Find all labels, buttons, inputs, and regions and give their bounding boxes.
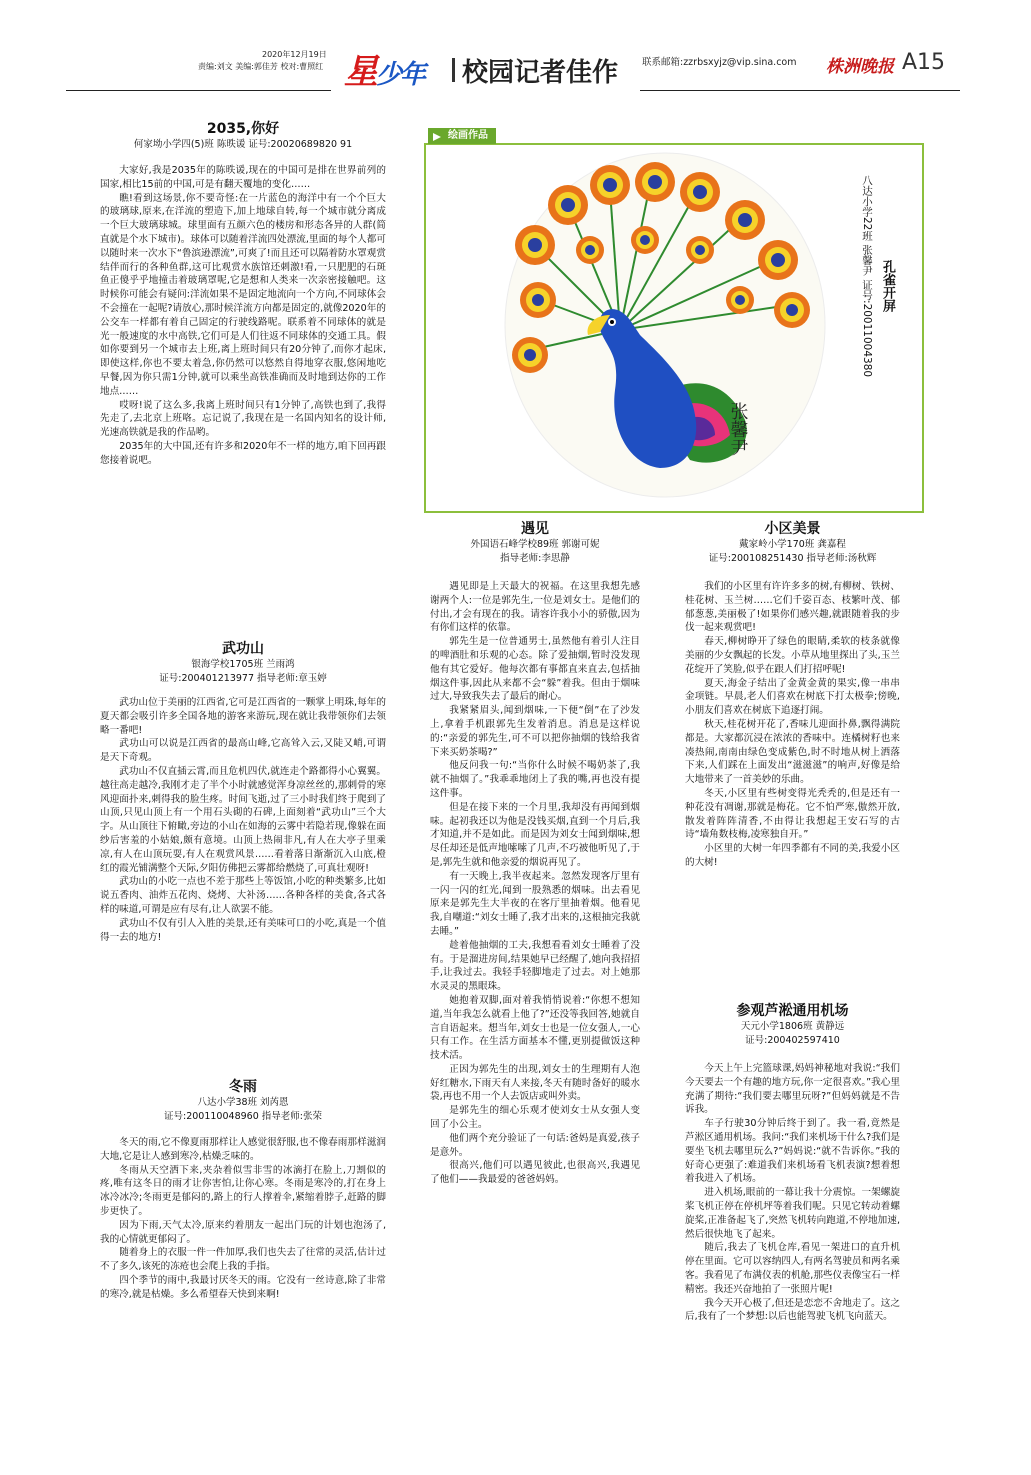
page-code: A15 (902, 50, 946, 75)
paragraph: 很高兴,他们可以遇见彼此,也很高兴,我遇见了他们——我最爱的爸爸妈妈。 (430, 1160, 640, 1186)
paragraph: 大家好,我是2035年的陈昳谖,现在的中国可是排在世界前列的国家,相比15前的中国,可是有翻天覆地的变化…… (100, 165, 386, 190)
article-byline: 何家坳小学四(5)班 陈昳谖 证号:20020689820 91 (133, 139, 353, 150)
brand-logo (344, 44, 424, 93)
newspaper-name: 株洲晚报 (826, 57, 894, 77)
paragraph: 但是在接下来的一个月里,我却没有再闻到烟味。起初我还以为他是没钱买烟,直到一个月后,我才知道,并不是如此。而是因为刘女士闻到烟味,想尽任却还是低声地嗦嗦了几声,不巧被他听见了,于是,郭先生就和他亲爱的烟说再见了。 (430, 801, 640, 868)
paragraph: 小区里的大树一年四季都有不同的美,我爱小区的大树! (685, 843, 900, 868)
article-yujian (430, 520, 640, 1448)
article-dongyu (100, 1078, 386, 1381)
article-byline: 证号:200110048960 指导老师:张荣 (164, 1111, 322, 1122)
paragraph: 因为下雨,天气太冷,原来约着朋友一起出门玩的计划也泡汤了,我的心情就更郁闷了。 (100, 1219, 386, 1245)
paragraph: 随后,我去了飞机仓库,看见一架进口的直升机停在里面。它可以容纳四人,有两名驾驶员和两名乘客。我看见了布满仪表的机舱,那些仪表像宝石一样精密。我还兴奋地拍了一张照片呢! (685, 1242, 900, 1295)
paragraph: 我紧紧眉头,闻到烟味,一下便“倒”在了沙发上,拿着手机跟郭先生发着消息。消息是这样说的:“亲爱的郭先生,可不可以把你抽烟的钱给我省下来买奶茶喝?” (430, 705, 640, 758)
issue-date: 2020年12月19日 (262, 50, 327, 59)
painting-signature: 张馨尹 (727, 402, 749, 456)
article-byline: 八达小学38班 刘芮恩 (197, 1097, 289, 1108)
paragraph: 遇见即是上天最大的祝福。在这里我想先感谢两个人:一位是郭先生,一位是刘女士。是他们的付出,才会有现在的我。请容许我小小的骄傲,因为有你们这样的依靠。 (430, 581, 640, 634)
paragraph: 哎呀!说了这么多,我离上班时间只有1分钟了,高铁也到了,我得先走了,去北京上班咯。忘记说了,我现在是一名国内知名的设计师,光速高铁就是我的作品哟。 (100, 399, 386, 439)
article-byline: 指导老师:李思静 (500, 553, 570, 564)
paragraph: 他反问我一句:“当你什么时候不喝奶茶了,我就不抽烟了。”我乖乖地闭上了我的嘴,再也没有提这件事。 (430, 760, 640, 799)
painting-tag-label: 绘画作品 (448, 130, 488, 141)
brand-main: 星 (344, 52, 376, 92)
paragraph: 是郭先生的细心乐观才使刘女士从女强人变回了小公主。 (430, 1105, 640, 1131)
header-rule-left (66, 90, 331, 91)
section-title: 校园记者佳作 (462, 58, 619, 88)
article-byline: 证号:200402597410 (745, 1035, 840, 1046)
paragraph: 有一天晚上,我半夜起来。忽然发现客厅里有一闪一闪的红光,闻到一股熟悉的烟味。出去看见原来是郭先生大半夜的在客厅里抽着烟。他看见我,自嘲道:“刘女士睡了,我才出来的,这根抽完我就去睡。” (430, 870, 640, 937)
editors-line: 责编:刘文 美编:郭佳芳 校对:曹照红 (198, 62, 324, 71)
paragraph: 我们的小区里有许许多多的树,有柳树、铁树、桂花树、玉兰树……它们千姿百态、枝繁叶茂、郁郁葱葱,美丽极了!如果你们感兴趣,就跟随着我的步伐一起来观赏吧! (685, 581, 900, 634)
paragraph: 趁着他抽烟的工夫,我想看看刘女士睡着了没有。于是溜进房间,结果她早已经醒了,她向我招招手,让我过去。我轻手轻脚地走了过去。对上她那水灵灵的黑眼珠。 (430, 939, 640, 993)
article-wugongshan (100, 640, 386, 1036)
paragraph: 他们两个充分验证了一句话:爸妈是真爱,孩子是意外。 (430, 1132, 640, 1158)
paragraph: 进入机场,眼前的一幕让我十分震惊。一架螺旋桨飞机正停在停机坪等着我们呢。只见它转动着螺旋桨,正准备起飞了,突然飞机转向跑道,不停地加速,然后很快地飞了起来。 (685, 1187, 900, 1240)
article-byline: 证号:200401213977 指导老师:章玉婷 (159, 673, 327, 684)
paragraph: 冬天,小区里有些树变得光秃秃的,但是还有一种花没有凋谢,那就是梅花。它不怕严寒,傲然开放,散发着阵阵清香,不由得让我想起王安石写的古诗“墙角数枝梅,凌寒独自开。” (685, 787, 900, 841)
article-byline: 戴家岭小学170班 龚嘉程 (739, 539, 846, 550)
article-title: 冬雨 (229, 1079, 257, 1095)
paragraph: 武功山不仅直插云霄,而且危机四伏,就连走个路都得小心翼翼。越往高走越冷,我刚才走了半个小时就感觉浑身凉丝丝的,那刺骨的寒风迎面扑来,刺得我的脸生疼。时间飞逝,过了三小时我们终于爬到了山顶,只见山顶上有一个用石头砌的石碑,上面刻着“武功山”三个大字。从山顶往下俯瞰,旁边的小山在如海的云雾中若隐若现,像躲在面纱后害羞的小姑娘,颇有意境。山顶上热闹非凡,有人在大亭子里乘凉,有人在山顶玩耍,有人在观赏风景……看着落日渐渐沉入山底,橙红的霞光铺满整个天际,夕阳仿佛把云雾都给燃烧了,可真壮观呀! (100, 765, 386, 874)
article-title: 小区美景 (764, 521, 821, 537)
paragraph: 2035年的大中国,还有许多和2020年不一样的地方,咱下回再跟您接着说吧。 (100, 440, 386, 466)
paragraph: 车子行驶30分钟后终于到了。我一看,竟然是芦淞区通用机场。我问:“我们来机场干什么?我们是要坐飞机去哪里玩么?”妈妈说:“就不告诉你。”我的好奇心更强了:难道我们来机场看飞机表演?想着想着我进入了机场。 (685, 1118, 900, 1185)
article-byline: 外国语石峰学校89班 郭谢可妮 (470, 539, 600, 550)
contact-email: 联系邮箱:zzrbsxyjz@vip.sina.com (642, 57, 797, 68)
header-rule-right (640, 90, 960, 91)
paragraph: 四个季节的雨中,我最讨厌冬天的雨。它没有一丝诗意,除了非常的寒冷,就是枯燥。多么希望春天快到来啊! (100, 1274, 386, 1300)
paragraph: 武功山的小吃一点也不差于那些上等饭馆,小吃的种类繁多,比如说五香肉、油炸五花肉、烧烤、大补汤……各种各样的美食,各式各样的味道,可谓是应有尽有,让人欲罢不能。 (100, 876, 386, 915)
article-jichang (685, 1002, 900, 1442)
brand-sub: 少年 (376, 60, 425, 90)
paragraph: 夏天,海金子结出了金黄金黄的果实,像一串串金项链。早晨,老人们喜欢在树底下打太极拳;傍晚,小朋友们喜欢在树底下追逐打闹。 (685, 677, 900, 717)
article-title: 武功山 (222, 641, 264, 657)
article-title: 参观芦淞通用机场 (736, 1003, 849, 1019)
section-divider (452, 58, 455, 82)
paragraph: 她抱着双脚,面对着我悄悄说着:“你想不想知道,当年我怎么就看上他了?”还没等我回答,她就自言自语起来。想当年,刘女士也是一位女强人,一心只有工作。在生活方面基本不懂,更别提做饭这种技术活。 (430, 994, 640, 1062)
paragraph: 正因为郭先生的出现,刘女士的生理期有人泡好红糖水,下雨天有人来接,冬天有随时备好的暖水袋,再也不用一个人去饭店或叫外卖。 (430, 1063, 640, 1103)
article-xiaoqu (685, 520, 900, 1028)
peacock-painting (500, 150, 830, 500)
article-title: 遇见 (521, 521, 549, 537)
paragraph: 春天,柳树睁开了绿色的眼睛,柔软的枝条就像美丽的少女飘起的长发。小草从地里探出了头,玉兰花绽开了笑脸,似乎在跟人们打招呼呢! (685, 636, 900, 675)
tag-arrow-icon (430, 130, 444, 144)
painting-credit: 八达小学22班 张馨尹 证号:20011004380 (861, 175, 873, 378)
paragraph: 今天上午上完篮球课,妈妈神秘地对我说:“我们今天要去一个有趣的地方玩,你一定很喜欢。”我心里充满了期待:“我们要去哪里玩呀?”但妈妈就是不告诉我。 (685, 1063, 900, 1116)
paragraph: 秋天,桂花树开花了,香味儿迎面扑鼻,飘得满院都是。大家都沉浸在浓浓的香味中。连橘树籽也来凑热闹,南南由绿色变成紫色,时不时地从树上洒落下来,人们踩在上面发出“滋滋滋”的响声,好像是给大地带来了一首美妙的乐曲。 (685, 718, 900, 786)
article-byline: 银海学校1705班 兰雨鸿 (191, 659, 295, 670)
paragraph: 武功山位于美丽的江西省,它可是江西省的一颗掌上明珠,每年的夏天都会吸引许多全国各地的游客来游玩,现在就让我带领你们去领略一番吧! (100, 697, 386, 736)
paragraph: 冬雨从天空洒下来,夹杂着似雪非雪的冰滴打在脸上,刀割似的疼,唯有这冬日的雨才让你害怕,让你心寒。冬雨是寒冷的,打在身上冰冷冰冷;冬雨更是郁闷的,路上的行人撑着伞,紧缩着脖子,赶路的脚步更快了。 (100, 1164, 386, 1217)
paragraph: 我今天开心极了,但还是恋恋不舍地走了。这之后,我有了一个梦想:以后也能驾驶飞机飞向蓝天。 (685, 1297, 900, 1323)
paragraph: 瞧!看到这场景,你不要奇怪:在一片蓝色的海洋中有一个个巨大的玻璃球,原来,在洋流的塑造下,加上地球自转,每一个城市就分离成一个巨大玻璃球城。球里面有五颜六色的楼房和形态各异的人群(简直就是个水下城市)。球体可以随着洋流四处漂流,里面的每个人都可以随时来一次水下“鲁滨逊漂流”,可爽了!而且还可以隔着防水罩观赏结伴而行的各种鱼群,这可比观赏水族馆还刺激!看,一只肥肥的石斑鱼正傻乎乎地撞击着玻璃罩呢,它是想和人类来一次亲密接触吧。这时候你可能会有疑问:洋流如果不是固定地流向一个方向,不同球体会不会撞在一起呢?请放心,那时候洋流方向都是固定的,就像2020年的公交车一样都有着自己固定的行驶线路呢。联系着不同球体的就是光一般速度的水中高铁,它们可是人们往返不同球体的交通工具。假如你要到另一个城市去上班,离上班时间只有20分钟了,而你才起床,即使这样,你也不要太着急,你仍然可以悠然自得地穿衣服,悠闲地吃早餐,因为你只需1分钟,就可以乘坐高铁准确而及时地到达你的工作地点…… (100, 192, 386, 397)
paragraph: 冬天的雨,它不像夏雨那样让人感觉很舒服,也不像春雨那样滋润大地,它是让人感到寒冷,枯燥乏味的。 (100, 1137, 386, 1162)
article-byline: 天元小学1806班 黄静远 (740, 1021, 845, 1032)
paragraph: 武功山可以说是江西省的最高山峰,它高耸入云,又陡又峭,可谓是天下奇观。 (100, 738, 386, 764)
article-byline: 证号:200108251430 指导老师:汤秋辉 (708, 553, 877, 564)
paragraph: 郭先生是一位普通男士,虽然他有着引人注目的啤酒肚和乐观的心态。除了爱抽烟,暂时没发现他有其它爱好。他每次都有事都直来直去,包括抽烟这件事,因此从来都不会“躲”着我。但由于烟味过大,导致我失去了最后的耐心。 (430, 636, 640, 703)
paragraph: 随着身上的衣服一件一件加厚,我们也失去了往常的灵活,估计过不了多久,该死的冻疮也会爬上我的手指。 (100, 1247, 386, 1273)
paragraph: 武功山不仅有引人入胜的美景,还有美味可口的小吃,真是一个值得一去的地方! (100, 917, 386, 943)
article-title: 2035,你好 (206, 121, 280, 137)
article-2035 (100, 120, 386, 609)
painting-title: 孔雀开屏 (880, 260, 895, 312)
